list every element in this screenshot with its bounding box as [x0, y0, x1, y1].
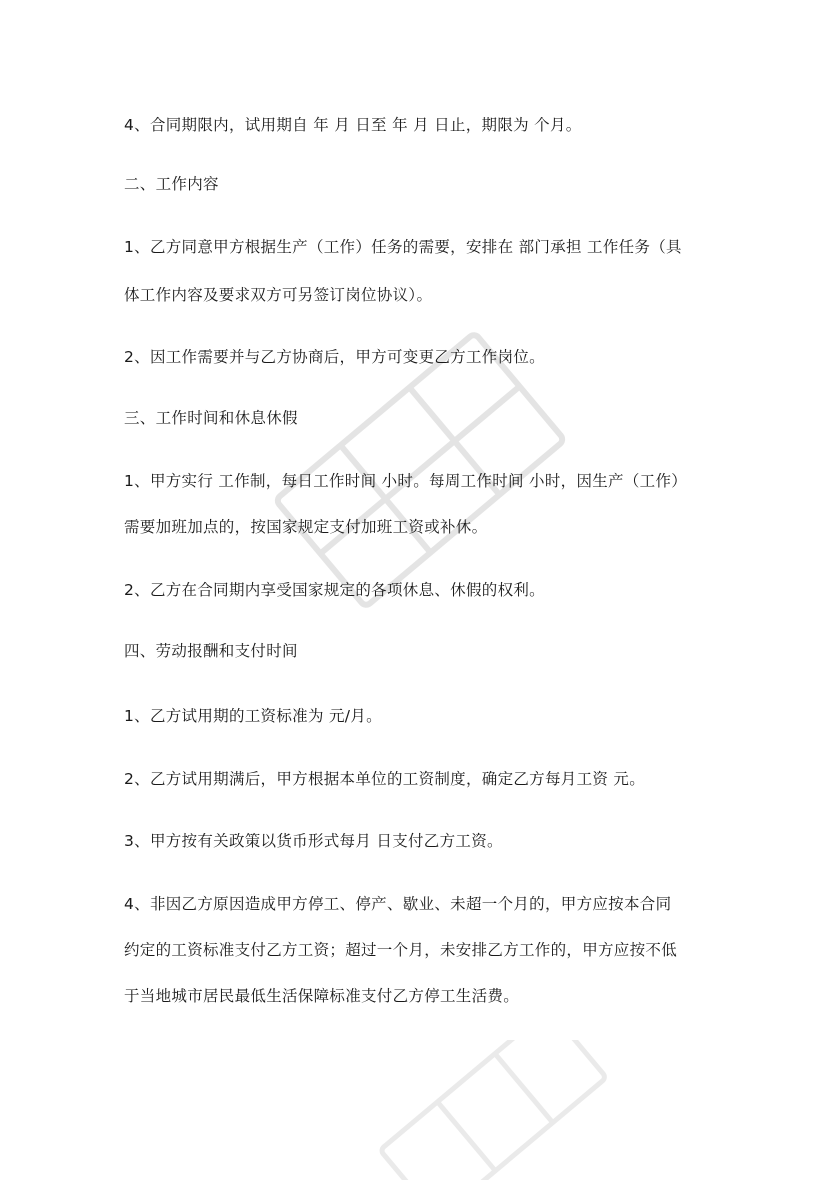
clause-1-work-assignment-line2: 体工作内容及要求双方可另签订岗位协议）。: [124, 286, 433, 304]
clause-1-work-hours-line1: 1、甲方实行 工作制，每日工作时间 小时。每周工作时间 小时，因生产（工作）: [124, 472, 688, 490]
clause-2-monthly-salary: 2、乙方试用期满后，甲方根据本单位的工资制度，确定乙方每月工资 元。: [124, 770, 645, 788]
clause-2-leave-rights: 2、乙方在合同期内享受国家规定的各项休息、休假的权利。: [124, 581, 545, 599]
section-heading-remuneration: 四、劳动报酬和支付时间: [124, 642, 298, 660]
clause-2-job-change: 2、因工作需要并与乙方协商后，甲方可变更乙方工作岗位。: [124, 348, 545, 366]
clause-4-probation: 4、合同期限内，试用期自 年 月 日至 年 月 日止，期限为 个月。: [124, 116, 582, 134]
clause-1-work-hours-line2: 需要加班加点的，按国家规定支付加班工资或补休。: [124, 518, 488, 536]
clause-1-work-assignment-line1: 1、乙方同意甲方根据生产（工作）任务的需要，安排在 部门承担 工作任务（具: [124, 238, 682, 256]
clause-4-stoppage-line1: 4、非因乙方原因造成甲方停工、停产、歇业、未超一个月的，甲方应按本合同: [124, 895, 672, 913]
clause-4-stoppage-line3: 于当地城市居民最低生活保障标准支付乙方停工生活费。: [124, 987, 520, 1005]
section-heading-work-hours: 三、工作时间和休息休假: [124, 409, 298, 427]
section-heading-work-content: 二、工作内容: [124, 175, 219, 193]
clause-1-probation-salary: 1、乙方试用期的工资标准为 元/月。: [124, 707, 382, 725]
clause-4-stoppage-line2: 约定的工资标准支付乙方工资；超过一个月，未安排乙方工作的，甲方应按不低: [124, 941, 678, 959]
clause-3-payment-date: 3、甲方按有关政策以货币形式每月 日支付乙方工资。: [124, 832, 503, 850]
watermark-logo-bottom: [360, 1040, 620, 1180]
